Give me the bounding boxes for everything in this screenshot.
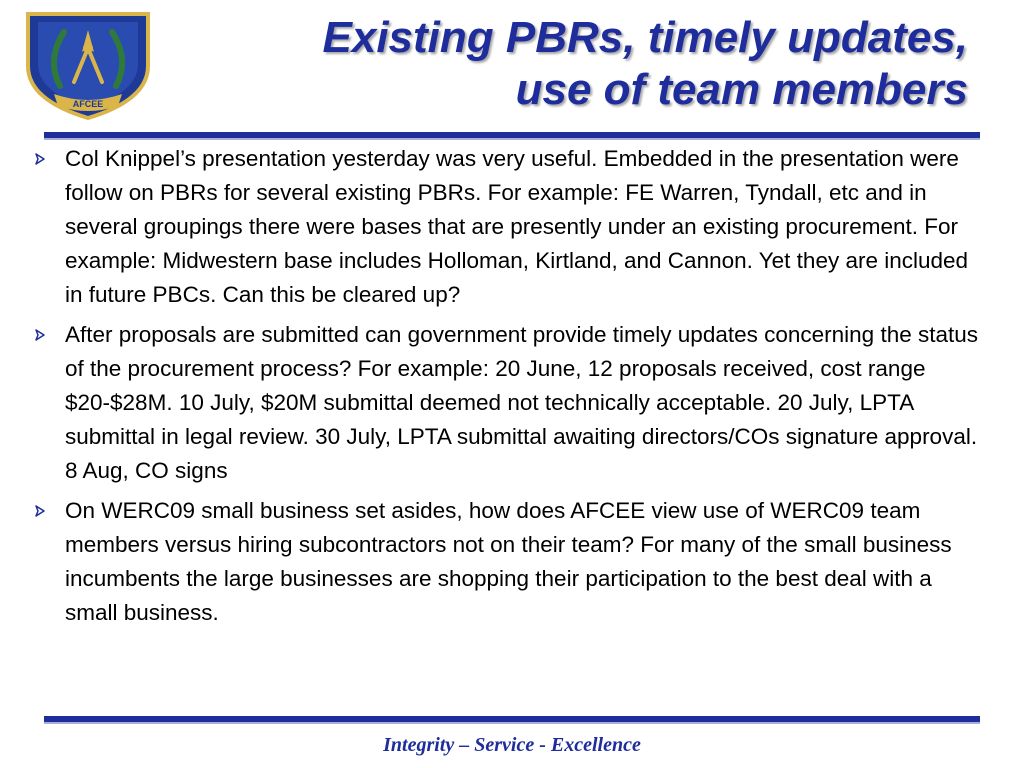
bullet-item — [34, 142, 989, 312]
bullet-item — [34, 318, 989, 488]
top-divider — [44, 132, 980, 140]
bullet-text: After proposals are submitted can government provide timely updates concerning the status of the procurement process? For example: 20 June, 12 proposals received, cost range $20-$28M. 10 July, $20M submittal deemed not technically acceptable. 20 July, LPTA submittal in legal review. 30 July, LPTA submittal awaiting directors/COs signature approval. 8 Aug, CO signs — [65, 322, 978, 483]
arrowhead-bullet-icon — [34, 494, 48, 528]
logo-text: AFCEE — [72, 99, 104, 109]
bullet-item — [34, 494, 989, 630]
bullet-text: On WERC09 small business set asides, how does AFCEE view use of WERC09 team members versus hiring subcontractors not on their team? For many of the small business incumbents the large businesses are shopping their participation to the best deal with a small business. — [65, 498, 952, 625]
slide-title — [323, 12, 969, 116]
arrowhead-bullet-icon — [34, 142, 48, 176]
bottom-divider — [44, 716, 980, 724]
afcee-emblem-icon — [18, 8, 158, 120]
arrowhead-bullet-icon — [34, 318, 48, 352]
title-line-2: use of team members — [515, 65, 968, 114]
footer-motto: Integrity – Service - Excellence — [383, 734, 641, 756]
bullet-text: Col Knippel’s presentation yesterday was very useful. Embedded in the presentation were follow on PBRs for several existing PBRs. For example: FE Warren, Tyndall, etc and in several groupings there were bases that are presently under an existing procurement. For example: Midwestern base includes Holloman, Kirtland, and Cannon. Yet they are included in future PBCs. Can this be cleared up? — [65, 146, 969, 307]
bullet-list — [34, 142, 989, 636]
title-line-1: Existing PBRs, timely updates, — [322, 13, 968, 62]
